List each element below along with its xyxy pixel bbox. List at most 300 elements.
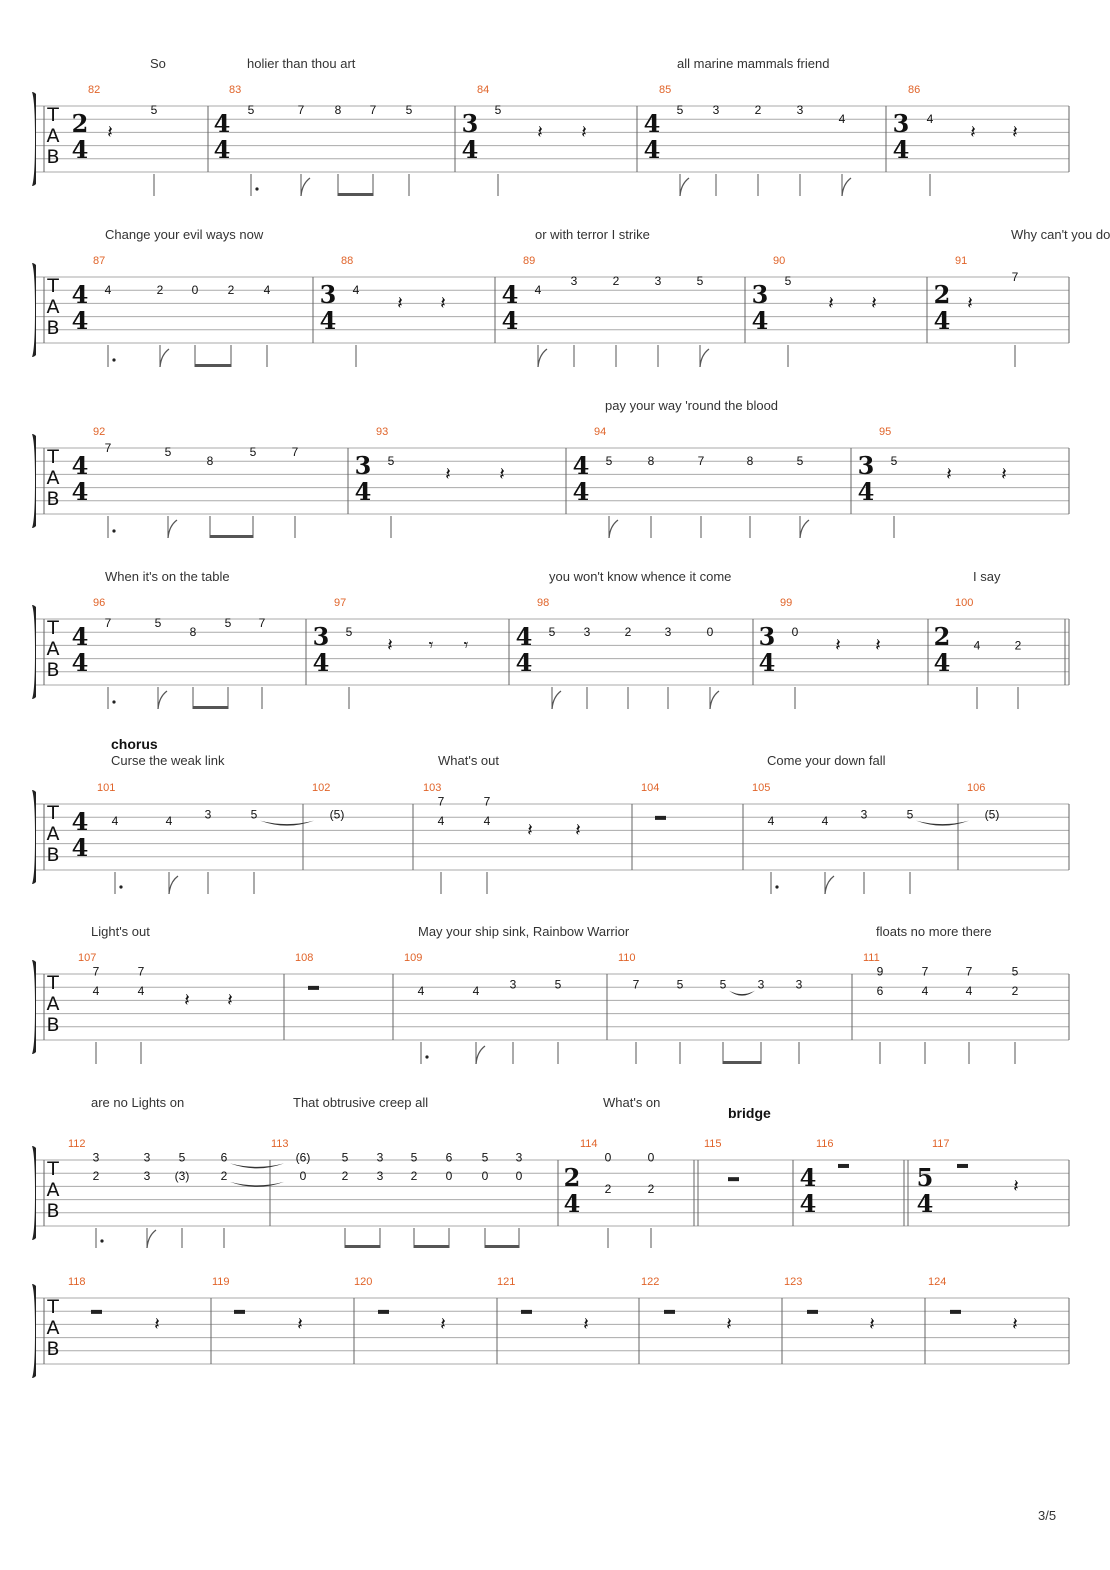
eighth-note-flag bbox=[168, 520, 177, 538]
tab-clef-letter: A bbox=[46, 296, 60, 318]
fret-number: 2 bbox=[1011, 984, 1019, 999]
measure-number: 108 bbox=[295, 952, 314, 964]
fret-number: 2 bbox=[341, 1168, 349, 1183]
whole-rest bbox=[664, 1310, 675, 1314]
eighth-note-flag bbox=[700, 349, 709, 367]
quarter-rest: 𝄽 bbox=[967, 293, 973, 314]
note-beam bbox=[210, 535, 253, 538]
measure-number: 113 bbox=[271, 1138, 289, 1150]
time-signature-numerator: 5 bbox=[916, 1163, 934, 1192]
tab-clef-letter: B bbox=[46, 659, 60, 681]
measure-number: 102 bbox=[312, 782, 331, 794]
time-signature-denominator: 4 bbox=[758, 648, 776, 677]
measure-number: 118 bbox=[68, 1276, 86, 1288]
time-signature-denominator: 4 bbox=[572, 477, 590, 506]
fret-number: 8 bbox=[746, 454, 754, 469]
time-signature-numerator: 2 bbox=[71, 109, 89, 138]
fret-number: 5 bbox=[249, 445, 257, 459]
fret-number: 3 bbox=[376, 1168, 384, 1183]
fret-number: 0 bbox=[604, 1150, 612, 1165]
lyric-text: pay your way 'round the blood bbox=[605, 398, 779, 413]
measure-number: 120 bbox=[354, 1276, 373, 1288]
whole-rest bbox=[378, 1310, 389, 1314]
fret-number: 4 bbox=[838, 112, 846, 127]
time-signature-numerator: 2 bbox=[563, 1163, 581, 1192]
tab-clef-letter: A bbox=[46, 993, 60, 1015]
whole-rest bbox=[91, 1310, 102, 1314]
system-brace bbox=[32, 263, 36, 357]
measure-number: 97 bbox=[334, 597, 347, 609]
fret-number: 5 bbox=[250, 807, 258, 822]
fret-number: 7 bbox=[632, 977, 640, 992]
quarter-rest: 𝄽 bbox=[575, 820, 581, 841]
eighth-note-flag bbox=[158, 691, 167, 709]
measure-number: 116 bbox=[816, 1138, 834, 1150]
measure-number: 103 bbox=[423, 782, 442, 794]
fret-number: 7 bbox=[104, 616, 112, 630]
whole-rest bbox=[308, 986, 319, 990]
quarter-rest: 𝄽 bbox=[875, 635, 881, 656]
quarter-rest: 𝄽 bbox=[970, 122, 976, 143]
eighth-note-flag bbox=[842, 178, 851, 196]
fret-number: 5 bbox=[796, 454, 804, 469]
fret-number: 0 bbox=[481, 1168, 489, 1183]
quarter-rest: 𝄽 bbox=[297, 1314, 303, 1335]
fret-number: 5 bbox=[494, 103, 502, 117]
quarter-rest: 𝄽 bbox=[726, 1314, 732, 1335]
quarter-rest: 𝄽 bbox=[107, 122, 113, 143]
fret-number: 3 bbox=[654, 274, 662, 288]
time-signature-denominator: 4 bbox=[643, 135, 661, 164]
dotted-note-dot bbox=[112, 700, 115, 703]
tab-clef-letter: T bbox=[47, 617, 59, 639]
fret-number: 5 bbox=[405, 103, 413, 117]
measure-number: 109 bbox=[404, 952, 423, 964]
quarter-rest: 𝄽 bbox=[227, 990, 233, 1011]
tab-clef-letter: T bbox=[47, 275, 59, 297]
quarter-rest: 𝄽 bbox=[184, 990, 190, 1011]
time-signature-numerator: 3 bbox=[312, 622, 330, 651]
fret-number: 7 bbox=[697, 454, 705, 469]
fret-number: 3 bbox=[92, 1150, 100, 1165]
time-signature-denominator: 4 bbox=[751, 306, 769, 335]
lyric-text: floats no more there bbox=[876, 924, 992, 939]
eighth-note-flag bbox=[476, 1046, 485, 1064]
measure-number: 91 bbox=[955, 255, 968, 267]
fret-number: 3 bbox=[583, 625, 591, 640]
lyric-text: holier than thou art bbox=[247, 56, 356, 71]
section-label: bridge bbox=[728, 1105, 771, 1121]
fret-number: 8 bbox=[206, 454, 214, 469]
fret-number: 4 bbox=[534, 283, 542, 298]
measure-number: 98 bbox=[537, 597, 550, 609]
fret-number: 2 bbox=[1014, 638, 1022, 653]
fret-number: 2 bbox=[647, 1182, 655, 1197]
measure-number: 93 bbox=[376, 426, 389, 438]
measure-number: 100 bbox=[955, 597, 974, 609]
eighth-note-flag bbox=[609, 520, 618, 538]
measure-number: 92 bbox=[93, 426, 106, 438]
time-signature-numerator: 4 bbox=[515, 622, 533, 651]
whole-rest bbox=[807, 1310, 818, 1314]
fret-number: 8 bbox=[334, 103, 342, 117]
fret-number: 7 bbox=[369, 103, 377, 117]
fret-number: 3 bbox=[796, 103, 804, 117]
tie-arc bbox=[916, 821, 969, 826]
fret-number: 4 bbox=[111, 814, 119, 829]
fret-number: 7 bbox=[437, 794, 445, 809]
tab-clef-letter: B bbox=[46, 844, 60, 866]
measure-number: 86 bbox=[908, 84, 921, 96]
quarter-rest: 𝄽 bbox=[499, 464, 505, 485]
tab-clef-letter: B bbox=[46, 146, 60, 168]
fret-number: 0 bbox=[647, 1150, 655, 1165]
tab-clef-letter: T bbox=[47, 104, 59, 126]
quarter-rest: 𝄽 bbox=[581, 122, 587, 143]
measure-number: 83 bbox=[229, 84, 242, 96]
eighth-rest: 𝄾 bbox=[463, 635, 469, 656]
fret-number: 7 bbox=[965, 964, 973, 979]
system-brace bbox=[32, 92, 36, 186]
time-signature-denominator: 4 bbox=[857, 477, 875, 506]
tab-clef-letter: B bbox=[46, 1338, 60, 1360]
eighth-note-flag bbox=[160, 349, 169, 367]
time-signature-denominator: 4 bbox=[501, 306, 519, 335]
fret-number: 6 bbox=[876, 984, 884, 999]
lyric-text: Why can't you do bbox=[1011, 227, 1110, 242]
time-signature-denominator: 4 bbox=[515, 648, 533, 677]
fret-number: 5 bbox=[387, 454, 395, 469]
lyric-text: Light's out bbox=[91, 924, 150, 939]
quarter-rest: 𝄽 bbox=[871, 293, 877, 314]
fret-number: 4 bbox=[137, 984, 145, 999]
fret-number: 5 bbox=[696, 274, 704, 288]
system-brace bbox=[32, 434, 36, 528]
time-signature-numerator: 4 bbox=[799, 1163, 817, 1192]
eighth-note-flag bbox=[301, 178, 310, 196]
eighth-note-flag bbox=[680, 178, 689, 196]
time-signature-numerator: 3 bbox=[319, 280, 337, 309]
fret-number: 5 bbox=[345, 625, 353, 640]
quarter-rest: 𝄽 bbox=[154, 1314, 160, 1335]
time-signature-denominator: 4 bbox=[916, 1189, 934, 1218]
measure-number: 89 bbox=[523, 255, 536, 267]
fret-number: 4 bbox=[263, 283, 271, 298]
time-signature-denominator: 4 bbox=[71, 477, 89, 506]
fret-number: 4 bbox=[767, 814, 775, 829]
measure-number: 82 bbox=[88, 84, 101, 96]
fret-number: 5 bbox=[154, 616, 162, 630]
time-signature-numerator: 3 bbox=[354, 451, 372, 480]
time-signature-numerator: 3 bbox=[461, 109, 479, 138]
fret-number: 8 bbox=[647, 454, 655, 469]
fret-number: 3 bbox=[143, 1168, 151, 1183]
fret-number: 4 bbox=[352, 283, 360, 298]
fret-number: 7 bbox=[104, 441, 112, 456]
tab-clef-letter: T bbox=[47, 802, 59, 824]
staff-system bbox=[32, 924, 1069, 1064]
fret-number: 4 bbox=[437, 814, 445, 829]
time-signature-numerator: 3 bbox=[758, 622, 776, 651]
fret-number: 2 bbox=[156, 283, 164, 298]
fret-number: 7 bbox=[92, 964, 100, 979]
system-brace bbox=[32, 960, 36, 1054]
fret-number: 0 bbox=[445, 1168, 453, 1183]
whole-rest bbox=[957, 1164, 968, 1168]
lyric-text: all marine mammals friend bbox=[677, 56, 830, 71]
measure-number: 84 bbox=[477, 84, 490, 96]
tie-arc bbox=[729, 991, 755, 996]
quarter-rest: 𝄽 bbox=[828, 293, 834, 314]
fret-number: 9 bbox=[876, 964, 884, 979]
fret-number: (5) bbox=[984, 807, 1000, 822]
lyric-text: or with terror I strike bbox=[535, 227, 650, 242]
tab-clef-letter: B bbox=[46, 317, 60, 339]
fret-number: 3 bbox=[795, 977, 803, 992]
fret-number: 6 bbox=[220, 1150, 228, 1165]
fret-number: 4 bbox=[483, 814, 491, 829]
fret-number: 3 bbox=[860, 807, 868, 822]
whole-rest bbox=[655, 816, 666, 820]
fret-number: 2 bbox=[220, 1168, 228, 1183]
quarter-rest: 𝄽 bbox=[835, 635, 841, 656]
fret-number: 2 bbox=[624, 625, 632, 640]
measure-number: 105 bbox=[752, 782, 771, 794]
tie-arc bbox=[230, 1163, 284, 1168]
fret-number: 2 bbox=[92, 1168, 100, 1183]
quarter-rest: 𝄽 bbox=[1001, 464, 1007, 485]
time-signature-numerator: 4 bbox=[71, 807, 89, 836]
time-signature-denominator: 4 bbox=[71, 648, 89, 677]
staff-system bbox=[32, 1095, 1069, 1248]
lyric-text: May your ship sink, Rainbow Warrior bbox=[418, 924, 630, 939]
lyric-text: are no Lights on bbox=[91, 1095, 185, 1110]
staff-system bbox=[32, 569, 1069, 709]
whole-rest bbox=[838, 1164, 849, 1168]
measure-number: 123 bbox=[784, 1276, 803, 1288]
fret-number: 8 bbox=[189, 625, 197, 640]
lyric-text: Come your down fall bbox=[767, 753, 886, 768]
time-signature-numerator: 3 bbox=[751, 280, 769, 309]
fret-number: 6 bbox=[445, 1150, 453, 1165]
fret-number: 3 bbox=[515, 1150, 523, 1165]
quarter-rest: 𝄽 bbox=[1013, 1176, 1019, 1197]
quarter-rest: 𝄽 bbox=[440, 293, 446, 314]
note-beam bbox=[485, 1245, 519, 1248]
time-signature-denominator: 4 bbox=[563, 1189, 581, 1218]
eighth-note-flag bbox=[147, 1230, 156, 1248]
measure-number: 121 bbox=[497, 1276, 516, 1288]
staff-system bbox=[32, 1276, 1069, 1378]
lyric-text: That obtrusive creep all bbox=[293, 1095, 429, 1110]
time-signature-numerator: 4 bbox=[71, 280, 89, 309]
measure-number: 90 bbox=[773, 255, 786, 267]
whole-rest bbox=[728, 1177, 739, 1181]
fret-number: 7 bbox=[297, 103, 305, 117]
fret-number: 3 bbox=[143, 1150, 151, 1165]
fret-number: 3 bbox=[509, 977, 517, 992]
tab-clef-letter: B bbox=[46, 488, 60, 510]
tab-clef-letter: A bbox=[46, 1317, 60, 1339]
measure-number: 114 bbox=[580, 1138, 598, 1150]
fret-number: 5 bbox=[548, 625, 556, 640]
fret-number: 3 bbox=[376, 1150, 384, 1165]
tab-clef-letter: A bbox=[46, 467, 60, 489]
tab-clef-letter: A bbox=[46, 638, 60, 660]
fret-number: 5 bbox=[719, 977, 727, 992]
note-beam bbox=[193, 706, 228, 709]
time-signature-denominator: 4 bbox=[892, 135, 910, 164]
staff-system bbox=[32, 56, 1069, 196]
lyric-text: When it's on the table bbox=[105, 569, 230, 584]
tab-clef-letter: B bbox=[46, 1200, 60, 1222]
time-signature-denominator: 4 bbox=[799, 1189, 817, 1218]
fret-number: (5) bbox=[329, 807, 345, 822]
fret-number: 2 bbox=[227, 283, 235, 298]
time-signature-numerator: 3 bbox=[857, 451, 875, 480]
measure-number: 101 bbox=[97, 782, 116, 794]
fret-number: 5 bbox=[178, 1150, 186, 1165]
fret-number: 4 bbox=[165, 814, 173, 829]
dotted-note-dot bbox=[119, 885, 122, 888]
time-signature-denominator: 4 bbox=[71, 135, 89, 164]
dotted-note-dot bbox=[112, 358, 115, 361]
dotted-note-dot bbox=[425, 1055, 428, 1058]
staff-system bbox=[32, 227, 1110, 367]
fret-number: 3 bbox=[757, 977, 765, 992]
fret-number: 5 bbox=[890, 454, 898, 469]
quarter-rest: 𝄽 bbox=[1012, 1314, 1018, 1335]
fret-number: 5 bbox=[150, 103, 158, 117]
time-signature-numerator: 2 bbox=[933, 622, 951, 651]
tab-clef-letter: A bbox=[46, 823, 60, 845]
fret-number: 5 bbox=[1011, 964, 1019, 979]
whole-rest bbox=[950, 1310, 961, 1314]
fret-number: 3 bbox=[664, 625, 672, 640]
fret-number: 3 bbox=[712, 103, 720, 117]
fret-number: 7 bbox=[291, 445, 299, 459]
measure-number: 115 bbox=[704, 1138, 722, 1150]
system-brace bbox=[32, 790, 36, 884]
whole-rest bbox=[234, 1310, 245, 1314]
fret-number: 4 bbox=[472, 984, 480, 999]
fret-number: 5 bbox=[676, 103, 684, 117]
quarter-rest: 𝄽 bbox=[869, 1314, 875, 1335]
whole-rest bbox=[521, 1310, 532, 1314]
fret-number: 4 bbox=[921, 984, 929, 999]
lyric-text: What's on bbox=[603, 1095, 661, 1110]
time-signature-numerator: 4 bbox=[643, 109, 661, 138]
eighth-rest: 𝄾 bbox=[428, 635, 434, 656]
section-label: chorus bbox=[111, 736, 158, 752]
measure-number: 119 bbox=[212, 1276, 230, 1288]
fret-number: 5 bbox=[224, 616, 232, 630]
fret-number: 5 bbox=[410, 1150, 418, 1165]
fret-number: 0 bbox=[791, 625, 799, 640]
eighth-note-flag bbox=[825, 876, 834, 894]
fret-number: 4 bbox=[92, 984, 100, 999]
system-brace bbox=[32, 605, 36, 699]
lyric-text: Curse the weak link bbox=[111, 753, 225, 768]
quarter-rest: 𝄽 bbox=[537, 122, 543, 143]
quarter-rest: 𝄽 bbox=[527, 820, 533, 841]
fret-number: 5 bbox=[676, 977, 684, 992]
system-brace bbox=[32, 1284, 36, 1378]
system-brace bbox=[32, 1146, 36, 1240]
fret-number: 4 bbox=[104, 283, 112, 298]
quarter-rest: 𝄽 bbox=[946, 464, 952, 485]
tab-clef-letter: T bbox=[47, 1158, 59, 1180]
fret-number: 2 bbox=[604, 1182, 612, 1197]
note-beam bbox=[345, 1245, 380, 1248]
time-signature-numerator: 2 bbox=[933, 280, 951, 309]
tab-clef-letter: B bbox=[46, 1014, 60, 1036]
time-signature-denominator: 4 bbox=[354, 477, 372, 506]
eighth-note-flag bbox=[169, 876, 178, 894]
measure-number: 85 bbox=[659, 84, 672, 96]
measure-number: 94 bbox=[594, 426, 607, 438]
fret-number: 5 bbox=[164, 445, 172, 459]
tab-clef-letter: T bbox=[47, 446, 59, 468]
fret-number: 4 bbox=[965, 984, 973, 999]
measure-number: 106 bbox=[967, 782, 986, 794]
quarter-rest: 𝄽 bbox=[387, 635, 393, 656]
measure-number: 110 bbox=[618, 952, 636, 964]
tab-clef-letter: A bbox=[46, 125, 60, 147]
time-signature-numerator: 4 bbox=[71, 622, 89, 651]
fret-number: 7 bbox=[137, 964, 145, 979]
dotted-note-dot bbox=[775, 885, 778, 888]
measure-number: 117 bbox=[932, 1138, 950, 1150]
fret-number: 7 bbox=[1011, 270, 1019, 285]
fret-number: 7 bbox=[483, 794, 491, 809]
eighth-note-flag bbox=[710, 691, 719, 709]
note-beam bbox=[414, 1245, 449, 1248]
time-signature-denominator: 4 bbox=[213, 135, 231, 164]
time-signature-denominator: 4 bbox=[933, 306, 951, 335]
time-signature-denominator: 4 bbox=[319, 306, 337, 335]
lyric-text: you won't know whence it come bbox=[549, 569, 732, 584]
fret-number: 0 bbox=[515, 1168, 523, 1183]
time-signature-numerator: 3 bbox=[892, 109, 910, 138]
quarter-rest: 𝄽 bbox=[397, 293, 403, 314]
measure-number: 87 bbox=[93, 255, 106, 267]
quarter-rest: 𝄽 bbox=[583, 1314, 589, 1335]
measure-number: 122 bbox=[641, 1276, 660, 1288]
measure-number: 112 bbox=[68, 1138, 86, 1150]
fret-number: 4 bbox=[973, 638, 981, 653]
time-signature-denominator: 4 bbox=[71, 306, 89, 335]
eighth-note-flag bbox=[800, 520, 809, 538]
time-signature-denominator: 4 bbox=[461, 135, 479, 164]
eighth-note-flag bbox=[538, 349, 547, 367]
time-signature-denominator: 4 bbox=[933, 648, 951, 677]
time-signature-denominator: 4 bbox=[71, 833, 89, 862]
eighth-note-flag bbox=[552, 691, 561, 709]
time-signature-numerator: 4 bbox=[71, 451, 89, 480]
measure-number: 107 bbox=[78, 952, 97, 964]
lyric-text: What's out bbox=[438, 753, 500, 768]
lyric-text: So bbox=[150, 56, 166, 71]
page-number: 3/5 bbox=[1038, 1508, 1057, 1523]
tab-clef-letter: T bbox=[47, 1296, 59, 1318]
fret-number: (3) bbox=[174, 1168, 190, 1183]
dotted-note-dot bbox=[100, 1239, 103, 1242]
dotted-note-dot bbox=[255, 187, 258, 190]
measure-number: 124 bbox=[928, 1276, 947, 1288]
fret-number: 4 bbox=[417, 984, 425, 999]
fret-number: 5 bbox=[605, 454, 613, 469]
